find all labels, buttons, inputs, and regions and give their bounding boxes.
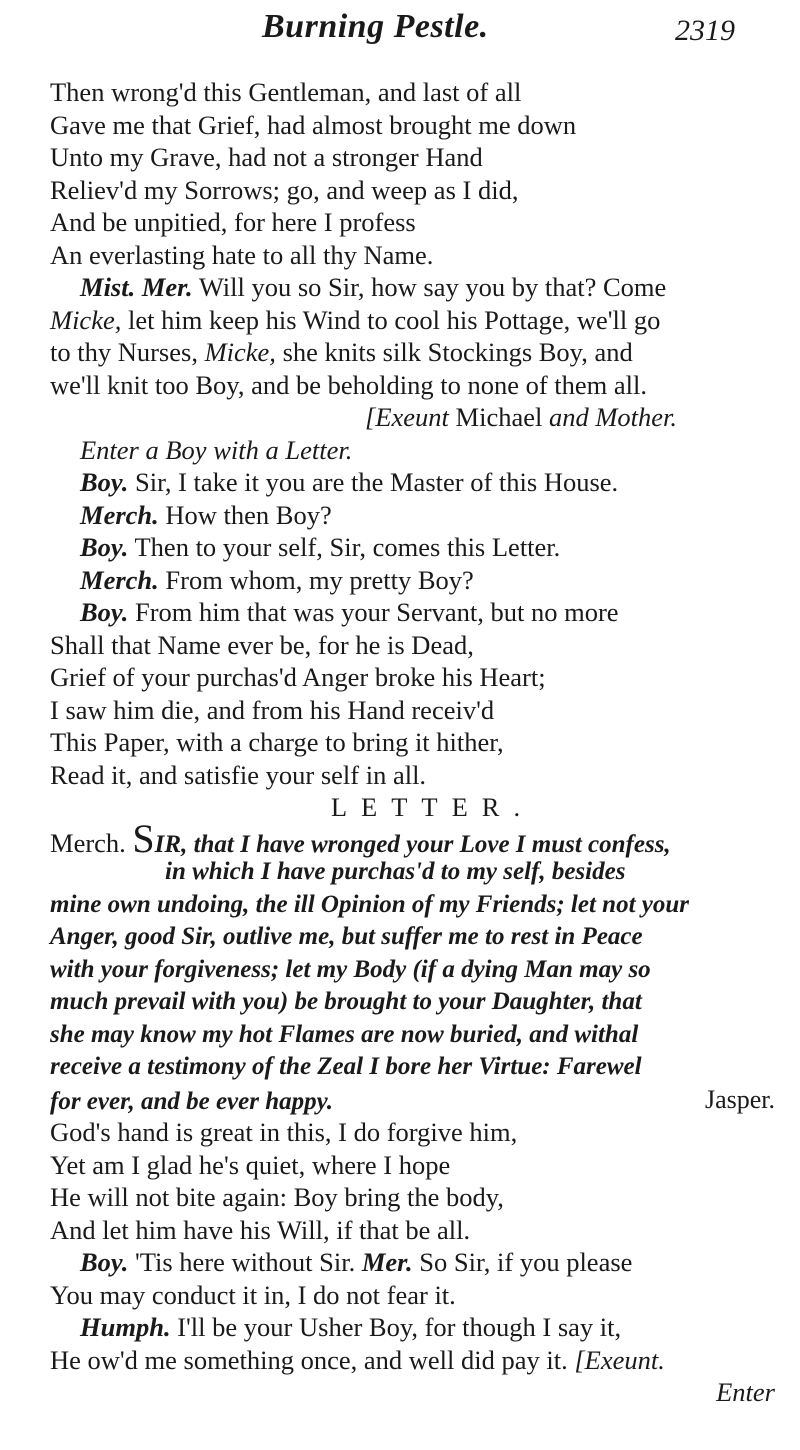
prose-line — [50, 336, 775, 369]
letter-line — [50, 815, 775, 861]
play-text — [50, 76, 775, 1409]
character-name: Michael — [455, 402, 543, 432]
speech-text: to thy Nurses, — [50, 337, 198, 367]
verse-line: Read it, and satisfie your self in all. — [50, 759, 427, 790]
character-name: Micke, — [204, 337, 276, 367]
speaker-label: Boy. — [80, 532, 129, 562]
stage-direction-exeunt: [Exeunt. — [574, 1344, 665, 1375]
speaker-label: Humph. — [80, 1312, 171, 1342]
stage-direction-enter: Enter a Boy with a Letter. — [80, 434, 353, 465]
speaker-label: Merch. — [80, 499, 159, 530]
verse-line: God's hand is great in this, I do forgive him, — [50, 1117, 518, 1147]
verse-line: Gave me that Grief, had almost brought me down — [50, 109, 577, 140]
verse-line: You may conduct it in, I do not fear it. — [50, 1279, 456, 1310]
speech-text: let him keep his Wind to cool his Pottage, we'll go — [127, 304, 661, 335]
page-header — [0, 8, 800, 56]
verse-line: Grief of your purchas'd Anger broke his Heart; — [50, 662, 546, 692]
speech-line — [50, 564, 775, 597]
running-title: Burning Pestle. — [262, 8, 489, 45]
verse-line: An everlasting hate to all thy Name. — [50, 239, 434, 270]
speech-line — [50, 466, 775, 499]
letter-line: Anger, good Sir, outlive me, but suffer me to rest in Peace — [50, 923, 643, 950]
letter-heading: LETTER. — [330, 792, 535, 822]
letter-line: with your forgiveness; let my Body (if a dying Man may so — [50, 955, 651, 983]
speech-text: I'll be your Usher Boy, for though I say it, — [177, 1312, 622, 1342]
speech-text: From whom, my pretty Boy? — [165, 564, 474, 595]
catchword: Enter — [716, 1377, 775, 1407]
speaker-label: Merch. — [50, 827, 126, 858]
stage-direction-text: [Exeunt — [365, 402, 449, 432]
speech-text: He ow'd me something once, and well did pay it. — [50, 1344, 568, 1375]
verse-line: This Paper, with a charge to bring it hither, — [50, 727, 504, 757]
speaker-label: Boy. — [80, 597, 129, 627]
speaker-label: Mist. Mer. — [80, 272, 193, 302]
verse-line: Then wrong'd this Gentleman, and last of all — [50, 77, 522, 107]
prose-line: we'll knit too Boy, and be beholding to none of them all. — [50, 369, 648, 400]
letter-text: IR, that I have wronged your Love I must confess, — [154, 830, 671, 858]
page-number: 2319 — [675, 14, 735, 47]
verse-line: I saw him die, and from his Hand receiv'd — [50, 694, 495, 725]
verse-line: And let him have his Will, if that be all. — [50, 1214, 471, 1245]
speech-text: Will you so Sir, how say you by that? Come — [198, 272, 667, 302]
letter-line: receive a testimony of the Zeal I bore her Virtue: Farewel — [50, 1053, 642, 1080]
speech-line — [50, 1246, 775, 1279]
letter-line — [50, 1084, 775, 1117]
verse-line: Reliev'd my Sorrows; go, and weep as I did, — [50, 174, 519, 205]
speech-text: How then Boy? — [165, 499, 332, 530]
speaker-label: Merch. — [80, 564, 159, 595]
verse-line: Unto my Grave, had not a stronger Hand — [50, 142, 483, 172]
verse-line: Shall that Name ever be, for he is Dead, — [50, 629, 474, 660]
prose-line — [50, 304, 775, 337]
verse-line: Yet am I glad he's quiet, where I hope — [50, 1149, 451, 1180]
speech-text: So Sir, if you please — [419, 1247, 633, 1277]
letter-line: much prevail with you) be brought to your Daughter, that — [50, 988, 642, 1015]
speech-text: From him that was your Servant, but no more — [134, 597, 619, 627]
speech-text: Then to your self, Sir, comes this Letter. — [134, 532, 561, 562]
speaker-label: Boy. — [80, 1247, 129, 1277]
letter-line: mine own undoing, the ill Opinion of my Friends; let not your — [50, 890, 690, 918]
letter-line: she may know my hot Flames are now buried, and withal — [50, 1020, 639, 1048]
speech-text: Sir, I take it you are the Master of this House. — [134, 467, 619, 497]
speech-text: 'Tis here without Sir. — [134, 1247, 356, 1277]
speech-line — [50, 531, 775, 564]
stage-direction-exeunt — [50, 401, 775, 434]
speech-line — [50, 596, 775, 629]
letter-signature: Jasper. — [704, 1084, 775, 1114]
speech-mist-mer — [50, 271, 775, 304]
speech-line — [50, 499, 775, 532]
speaker-label: Boy. — [80, 467, 129, 497]
verse-line — [50, 1344, 775, 1377]
speech-line — [50, 1311, 775, 1344]
stage-direction-text: and Mother. — [548, 402, 678, 432]
drop-capital: S — [132, 815, 155, 861]
character-name: Micke, — [50, 304, 122, 335]
verse-line: And be unpitied, for here I profess — [50, 207, 416, 237]
speech-text: she knits silk Stockings Boy, and — [282, 337, 633, 367]
letter-text: for ever, and be ever happy. — [50, 1087, 334, 1115]
speaker-label: Mer. — [361, 1247, 413, 1277]
letter-line: in which I have purchas'd to my self, besides — [165, 858, 626, 885]
verse-line: He will not bite again: Boy bring the body, — [50, 1182, 504, 1212]
